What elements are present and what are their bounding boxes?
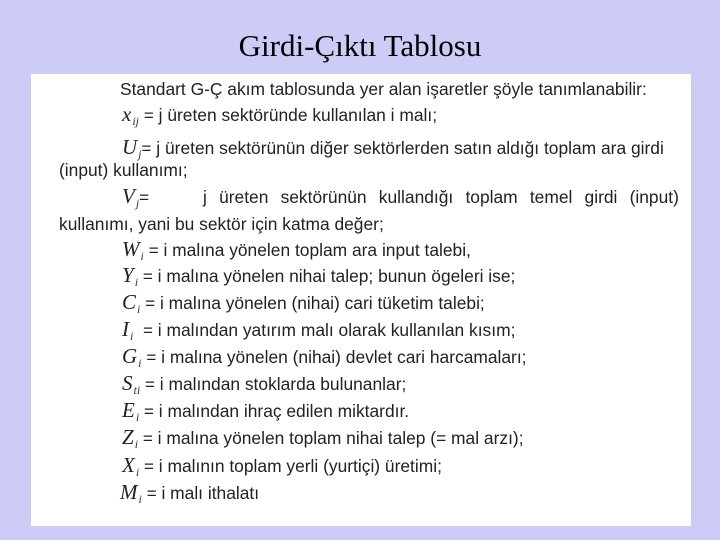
symbol-c: C <box>122 290 137 314</box>
definition-g-i <box>122 344 527 370</box>
symbol-y: Y <box>122 263 134 287</box>
symbol-e: E <box>122 398 135 422</box>
equals-sign: = <box>142 429 153 448</box>
word: girdi <box>584 187 618 207</box>
symbol-g: G <box>122 344 138 368</box>
definition-w-i <box>122 237 471 263</box>
equals-sign: = <box>148 241 159 260</box>
definition-v-j-symbol <box>122 184 150 210</box>
word: temel <box>529 187 573 207</box>
equals-sign: = <box>145 375 155 394</box>
symbol-x: X <box>122 453 135 477</box>
equals-sign: = <box>145 294 156 313</box>
word: j <box>203 187 207 207</box>
word: (input) <box>629 187 679 207</box>
definition-v-j-text <box>203 189 679 206</box>
word: sektörünün <box>280 187 367 207</box>
subscript-ij: ij <box>132 114 139 128</box>
subscript-i: i <box>138 492 142 506</box>
subscript-i: i <box>135 410 140 424</box>
definition-m-i <box>120 480 260 506</box>
definition-text: j üreten sektöründe kullanılan i malı; <box>158 105 438 125</box>
symbol-s: S <box>122 371 133 395</box>
definition-text: i malına yönelen toplam nihai talep (= mal arzı); <box>157 428 524 448</box>
subscript-i: i <box>138 356 142 370</box>
definition-u-j-continuation: (input) kullanımı; <box>59 160 188 180</box>
definition-s-ti <box>122 371 407 397</box>
definition-text: j üreten sektörünün diğer sektörlerden satın aldığı toplam ara girdi <box>156 138 664 158</box>
equals-sign: = <box>139 188 150 207</box>
word: üreten <box>219 187 269 207</box>
definition-text: i malına yönelen (nihai) cari tüketim talebi; <box>159 293 485 313</box>
symbol-m: M <box>120 480 138 504</box>
equals-sign: = <box>141 139 152 158</box>
symbol-u: U <box>122 135 138 159</box>
intro-text: Standart G-Ç akım tablosunda yer alan işaretler şöyle tanımlanabilir: <box>120 79 647 99</box>
symbol-z: Z <box>122 425 134 449</box>
slide-title: Girdi-Çıktı Tablosu <box>238 28 482 63</box>
definition-e-i <box>122 398 410 424</box>
definition-i-i <box>122 317 516 343</box>
subscript-j: j <box>135 196 140 210</box>
definition-text: i malı ithalatı <box>161 483 260 503</box>
definition-c-i <box>122 290 485 316</box>
definition-y-i <box>122 263 516 289</box>
equals-sign: = <box>144 402 154 421</box>
subscript-j: j <box>138 147 142 161</box>
subscript-i: i <box>140 249 144 263</box>
definition-text: i malından yatırım malı olarak kullanılan kısım; <box>157 320 516 340</box>
subscript-i: i <box>134 437 139 451</box>
symbol-v: V <box>122 184 135 208</box>
definition-text: i malına yönelen toplam ara input talebi, <box>163 240 471 260</box>
subscript-i: i <box>137 302 141 316</box>
definition-text: i malından stoklarda bulunanlar; <box>159 374 407 394</box>
definition-u-j <box>122 135 664 161</box>
definition-x-i <box>122 453 442 479</box>
subscript-ti: ti <box>133 383 141 397</box>
definition-v-j-continuation: kullanımı, yani bu sektör için katma değer; <box>59 214 384 234</box>
equals-sign: = <box>146 484 157 503</box>
word: toplam <box>465 187 518 207</box>
equals-sign: = <box>146 348 157 367</box>
symbol-x: x <box>122 102 132 126</box>
subscript-i: i <box>135 465 140 479</box>
definition-text: i malına yönelen (nihai) devlet cari harcamaları; <box>161 347 527 367</box>
equals-sign: = <box>143 321 153 340</box>
equals-sign: = <box>143 106 154 125</box>
symbol-i: I <box>122 317 129 341</box>
definition-text: i malının toplam yerli (yurtiçi) üretimi; <box>158 456 442 476</box>
equals-sign: = <box>144 457 154 476</box>
definition-z-i <box>122 425 524 451</box>
definition-text: i malına yönelen nihai talep; bunun ögeleri ise; <box>157 266 516 286</box>
subscript-i: i <box>130 329 134 343</box>
subscript-i: i <box>134 275 139 289</box>
definition-text: i malından ihraç edilen miktardır. <box>158 401 410 421</box>
content-panel <box>31 74 691 526</box>
definition-x-ij <box>122 102 438 128</box>
word: kullandığı <box>378 187 454 207</box>
symbol-w: W <box>122 237 140 261</box>
equals-sign: = <box>142 267 153 286</box>
